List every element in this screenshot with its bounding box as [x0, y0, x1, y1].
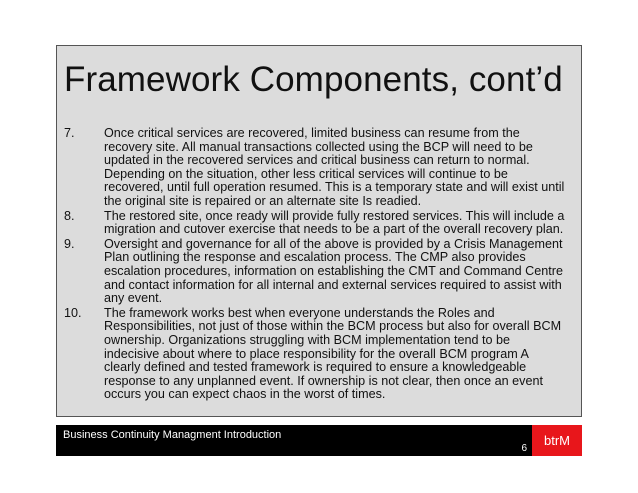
list-item-line: and contact information for all internal and external services required to assist with	[104, 277, 562, 292]
numbered-list	[64, 127, 580, 403]
list-item-line: recovery site. All manual transactions collected using the BCP will need to be	[104, 139, 533, 154]
list-item-number: 10.	[64, 305, 82, 320]
footer-title: Business Continuity Managment Introduction	[63, 429, 282, 441]
slide-title: Framework Components, cont’d	[64, 60, 563, 99]
list-item-line: response to any unplanned event. If ownership is not clear, then once an event	[104, 373, 543, 388]
list-item-line: any event.	[104, 291, 163, 306]
list-item-line: the original site is repaired or an alternate site Is readied.	[104, 193, 422, 208]
brand-logo	[532, 425, 582, 456]
list-item-line: occurs you can expect chaos in the worst of times.	[104, 387, 386, 402]
list-item-line: updated in the recovered services and critical business can return to normal.	[104, 153, 530, 168]
list-item-line: Once critical services are recovered, limited business can resume from the	[104, 126, 520, 140]
list-item-line: recovered, until full operation resumed. This is a temporary state and will exist until	[104, 180, 565, 195]
list-item-line: indecisive about where to place responsibility for the overall BCM program A	[104, 346, 529, 361]
list-item-text	[104, 127, 580, 209]
list-item-line: escalation procedures, information on establishing the CMT and Command Centre	[104, 263, 563, 278]
footer-bar	[56, 425, 582, 456]
list-item	[64, 210, 580, 237]
list-item-number: 9.	[64, 236, 75, 251]
list-item-line: Depending on the situation, other less critical services will continue to be	[104, 166, 508, 181]
list-item	[64, 307, 580, 402]
list-item-number: 8.	[64, 208, 75, 223]
list-item-line: The framework works best when everyone understands the Roles and	[104, 305, 495, 320]
list-item-line: Oversight and governance for all of the above is provided by a Crisis Management	[104, 236, 563, 251]
list-item-line: ownership. Organizations struggling with BCM implementation tend to be	[104, 332, 511, 347]
list-item-line: The restored site, once ready will provide fully restored services. This will include a	[104, 208, 565, 223]
list-item-text	[104, 210, 580, 237]
page-number: 6	[521, 443, 527, 454]
list-item-text	[104, 307, 580, 402]
list-item	[64, 238, 580, 306]
brand-logo-text: btrM	[544, 433, 570, 448]
list-item	[64, 127, 580, 209]
list-item-number: 7.	[64, 126, 75, 140]
list-item-text	[104, 238, 580, 306]
list-item-line: clearly defined and tested framework is required to ensure a knowledgeable	[104, 360, 527, 375]
list-item-line: Plan outlining the response and escalation process. The CMP also provides	[104, 250, 526, 265]
list-item-line: Responsibilities, not just of those within the BCM process but also for overall BCM	[104, 319, 562, 334]
list-item-line: migration and cutover exercise that needs to be a part of the overall recovery plan.	[104, 222, 564, 237]
